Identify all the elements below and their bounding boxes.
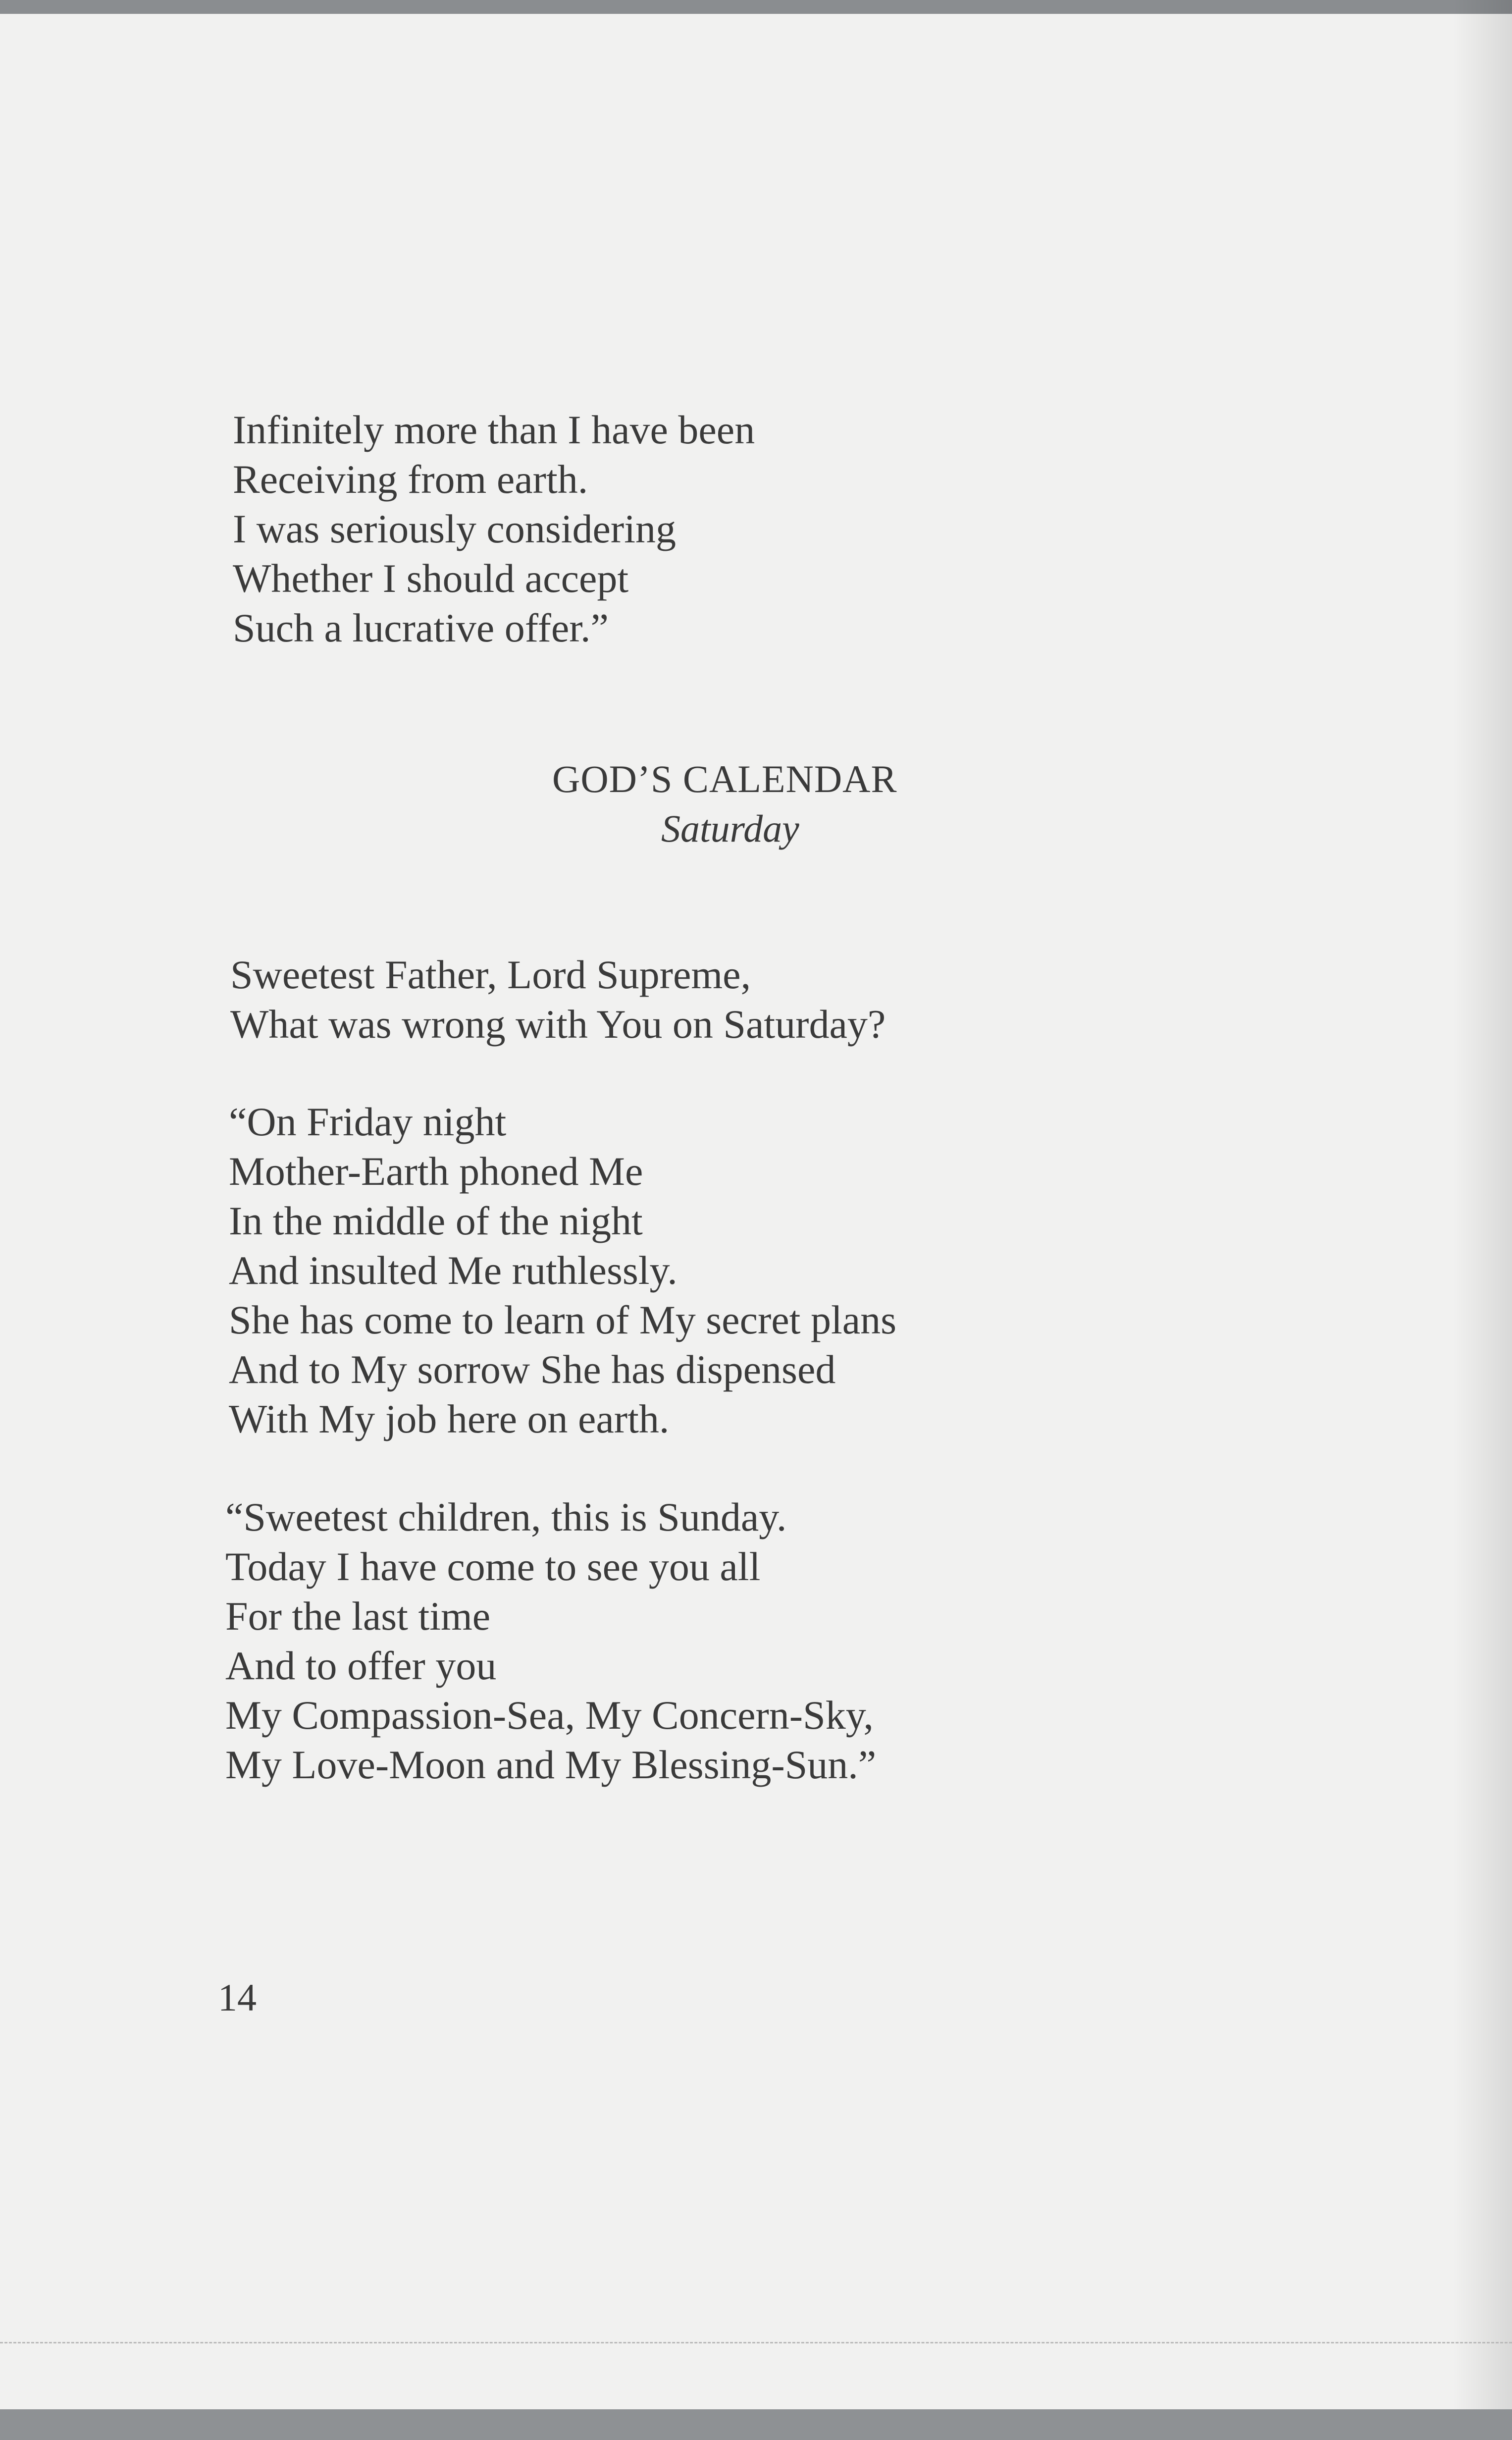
poem-line: I was seriously considering <box>233 506 676 551</box>
poem-line: Receiving from earth. <box>233 457 588 502</box>
poem-line: Mother-Earth phoned Me <box>229 1149 643 1194</box>
scan-top-edge <box>0 0 1512 14</box>
poem-line: With My job here on earth. <box>229 1396 670 1441</box>
poem-line: And to My sorrow She has dispensed <box>229 1347 836 1392</box>
poem-line: “On Friday night <box>229 1099 507 1144</box>
poem-line: For the last time <box>225 1593 491 1639</box>
page-number: 14 <box>218 1976 257 2019</box>
poem-line: In the middle of the night <box>229 1198 643 1243</box>
poem-line: Whether I should accept <box>233 556 629 601</box>
poem-line: Such a lucrative offer.” <box>233 605 609 650</box>
poem-line: What was wrong with You on Saturday? <box>230 1002 886 1047</box>
poem-line: And insulted Me ruthlessly. <box>229 1248 678 1293</box>
poem-subtitle: Saturday <box>661 807 799 850</box>
poem-line: And to offer you <box>225 1643 497 1688</box>
book-page <box>0 14 1512 2409</box>
poem-line: My Compassion-Sea, My Concern-Sky, <box>225 1693 874 1738</box>
poem-line: My Love-Moon and My Blessing-Sun.” <box>225 1742 877 1787</box>
scan-dashed-edge <box>0 2342 1512 2343</box>
poem-title: GOD’S CALENDAR <box>552 757 897 800</box>
poem-line: Sweetest Father, Lord Supreme, <box>230 952 751 997</box>
poem-line: Infinitely more than I have been <box>233 407 755 452</box>
poem-line: Today I have come to see you all <box>225 1544 761 1589</box>
poem-line: “Sweetest children, this is Sunday. <box>225 1494 787 1539</box>
scan-bottom-edge <box>0 2409 1512 2440</box>
poem-line: She has come to learn of My secret plans <box>229 1297 897 1342</box>
